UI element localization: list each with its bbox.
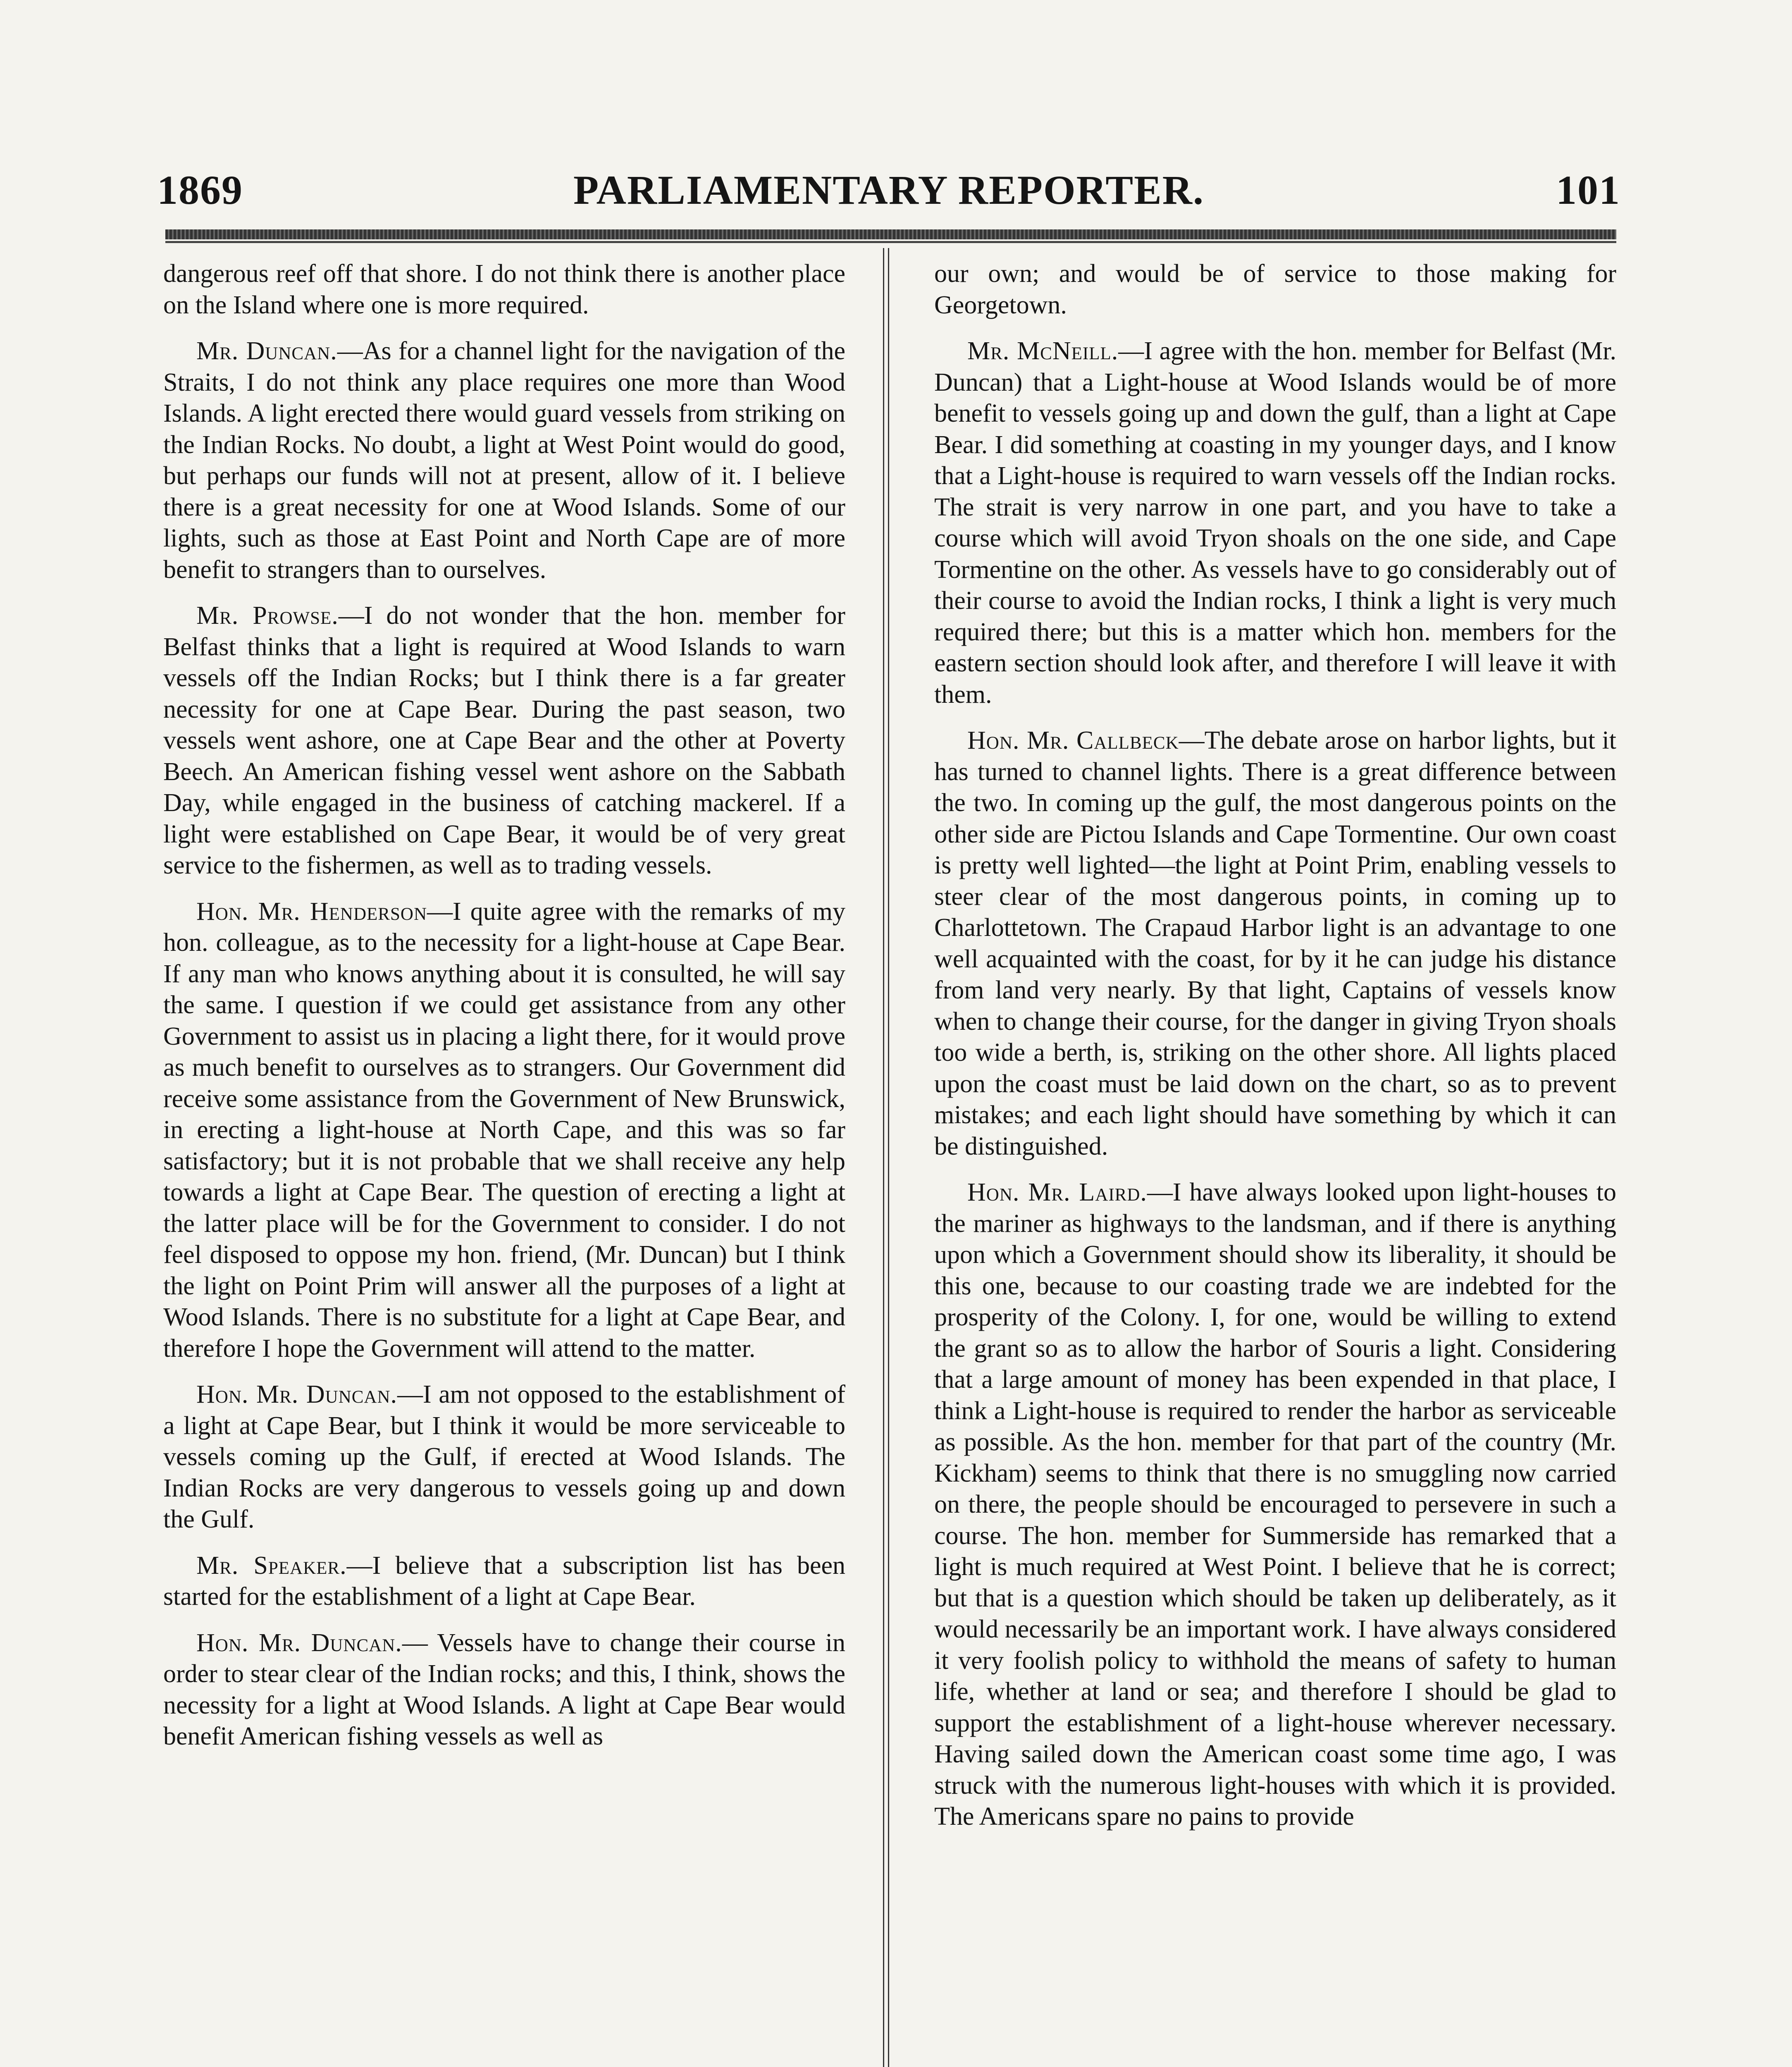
header-rule: [165, 229, 1616, 239]
paragraph: [163, 258, 845, 321]
speaker-name: Hon. Mr. Laird.: [967, 1178, 1147, 1206]
speaker-name: Mr. Prowse.: [196, 601, 339, 630]
paragraph: [163, 600, 845, 881]
paragraph: [934, 725, 1616, 1162]
paragraph-text: —As for a channel light for the navigation of the Straits, I do not think any place requires one more than Wood Islands. A light erected there would guard vessels from striking on the Indian Rocks. No doubt, a light at West Point would do good, but perhaps our funds will not at present, allow of it. I believe there is a great necessity for one at Wood Islands. Some of our lights, such as those at East Point and North Cape are of more benefit to strangers than to ourselves.: [163, 337, 845, 584]
paragraph-text: —I do not wonder that the hon. member for Belfast thinks that a light is required at Wood Islands to warn vessels off the Indian Rocks; but I think there is a far greater necessity for one at Cape Bear. During the past season, two vessels went ashore, one at Cape Bear and the other at Poverty Beech. An American fishing vessel went ashore on the Sabbath Day, while engaged in the business of catching mackerel. If a light were established on Cape Bear, it would be of very great service to the fishermen, as well as to trading vessels.: [163, 601, 845, 879]
paragraph: [934, 1177, 1616, 1833]
paragraph-text: —I am not opposed to the establishment of a light at Cape Bear, but I think it would be more serviceable to vessels coming up the Gulf, if erected at Wood Islands. The Indian Rocks are very dangerous to vessels going up and down the Gulf.: [163, 1380, 845, 1533]
speaker-name: Hon. Mr. Henderson: [196, 897, 427, 926]
speaker-name: Hon. Mr. Callbeck: [967, 726, 1179, 754]
paragraph-text: our own; and would be of service to those making for Georgetown.: [934, 260, 1616, 319]
paragraph-text: —The debate arose on harbor lights, but it has turned to channel lights. There is a great difference between the two. In coming up the gulf, the most dangerous points on the other side are Pictou Islands and Cape Tormentine. Our own coast is pretty well lighted—the light at Point Prim, enabling vessels to steer clear of the most dangerous points, in coming up to Charlottetown. The Crapaud Harbor light is an advantage to one well acquainted with the coast, for by it he can judge his distance from land very nearly. By that light, Captains of vessels know when to change their course, for the danger in giving Tryon shoals too wide a berth, is, striking on the other shore. All lights placed upon the coast must be laid down on the chart, so as to prevent mistakes; and each light should have something by which it can be distinguished.: [934, 726, 1616, 1160]
paragraph-text: — Vessels have to change their course in order to stear clear of the Indian rocks; and this, I think, shows the necessity for a light at Wood Islands. A light at Cape Bear would benefit American fishing vessels as well as: [163, 1628, 845, 1750]
paragraph: [163, 1550, 845, 1613]
speaker-name: Mr. Speaker.: [196, 1551, 347, 1580]
paragraph: [934, 258, 1616, 321]
speaker-name: Mr. Duncan.: [196, 337, 337, 365]
paragraph-text: —I agree with the hon. member for Belfast (Mr. Duncan) that a Light-house at Wood Islands would be of more benefit to vessels going up and down the gulf, than a light at Cape Bear. I did something at coasting in my younger days, and I know that a Light-house is required to warn vessels off the Indian rocks. The strait is very narrow in one part, and you have to take a course which will avoid Tryon shoals on the one side, and Cape Tormentine on the other. As vessels have to go considerably out of their course to avoid the Indian rocks, I think a light is very much required there; but this is a matter which hon. members for the eastern section should look after, and therefore I will leave it with them.: [934, 337, 1616, 709]
header-title: PARLIAMENTARY REPORTER.: [573, 167, 1205, 213]
paragraph: [163, 1628, 845, 1752]
speaker-name: Mr. McNeill.: [967, 337, 1119, 365]
paragraph: [163, 1379, 845, 1535]
right-column: [934, 258, 1616, 2067]
speaker-name: Hon. Mr. Duncan.: [196, 1380, 398, 1408]
header-page-number: 101: [1556, 167, 1620, 213]
header-rule-thin: [165, 241, 1616, 243]
paragraph-text: —I have always looked upon light-houses to the mariner as highways to the landsman, and if there is anything upon which a Government should show its liberality, it should be this one, because to our coasting trade we are indebted for the prosperity of the Colony. I, for one, would be willing to extend the grant so as to allow the harbor of Souris a light. Considering that a large amount of money has been expended in that place, I think a Light-house is required to render the harbor as serviceable as possible. As the hon. member for that part of the country (Mr. Kickham) seems to think that there is no smuggling now carried on there, the people should be encouraged to persevere in such a course. The hon. member for Summerside has remarked that a light is much required at West Point. I believe that he is correct; but that is a question which should be taken up deliberately, as it would necessarily be an important work. I have always considered it very foolish policy to withhold the means of safety to human life, whether at land or sea; and therefore I should be glad to support the establishment of a light-house wherever necessary. Having sailed down the American coast some time ago, I was struck with the numerous light-houses with which it is provided. The Americans spare no pains to provide: [934, 1178, 1616, 1831]
header-year: 1869: [157, 167, 243, 213]
paragraph-text: dangerous reef off that shore. I do not think there is another place on the Island where one is more required.: [163, 260, 845, 319]
paragraph: [163, 896, 845, 1365]
paragraph: [163, 336, 845, 585]
paragraph-text: —I believe that a subscription list has been started for the establishment of a light at Cape Bear.: [163, 1551, 845, 1611]
speaker-name: Hon. Mr. Duncan.: [196, 1628, 402, 1657]
paragraph: [934, 336, 1616, 710]
column-divider: [883, 248, 889, 2067]
left-column: [163, 258, 845, 2067]
paragraph-text: —I quite agree with the remarks of my hon. colleague, as to the necessity for a light-house at Cape Bear. If any man who knows anything about it is consulted, he will say the same. I question if we could get assistance from any other Government to assist us in placing a light there, for it would prove as much benefit to ourselves as to strangers. Our Government did receive some assistance from the Government of New Brunswick, in erecting a light-house at North Cape, and this was so far satisfactory; but it is not probable that we shall receive any help towards a light at Cape Bear. The question of erecting a light at the latter place will be for the Government to consider. I do not feel disposed to oppose my hon. friend, (Mr. Duncan) but I think the light on Point Prim will answer all the purposes of a light at Wood Islands. There is no substitute for a light at Cape Bear, and therefore I hope the Government will attend to the matter.: [163, 897, 845, 1363]
page-header: [157, 163, 1620, 225]
